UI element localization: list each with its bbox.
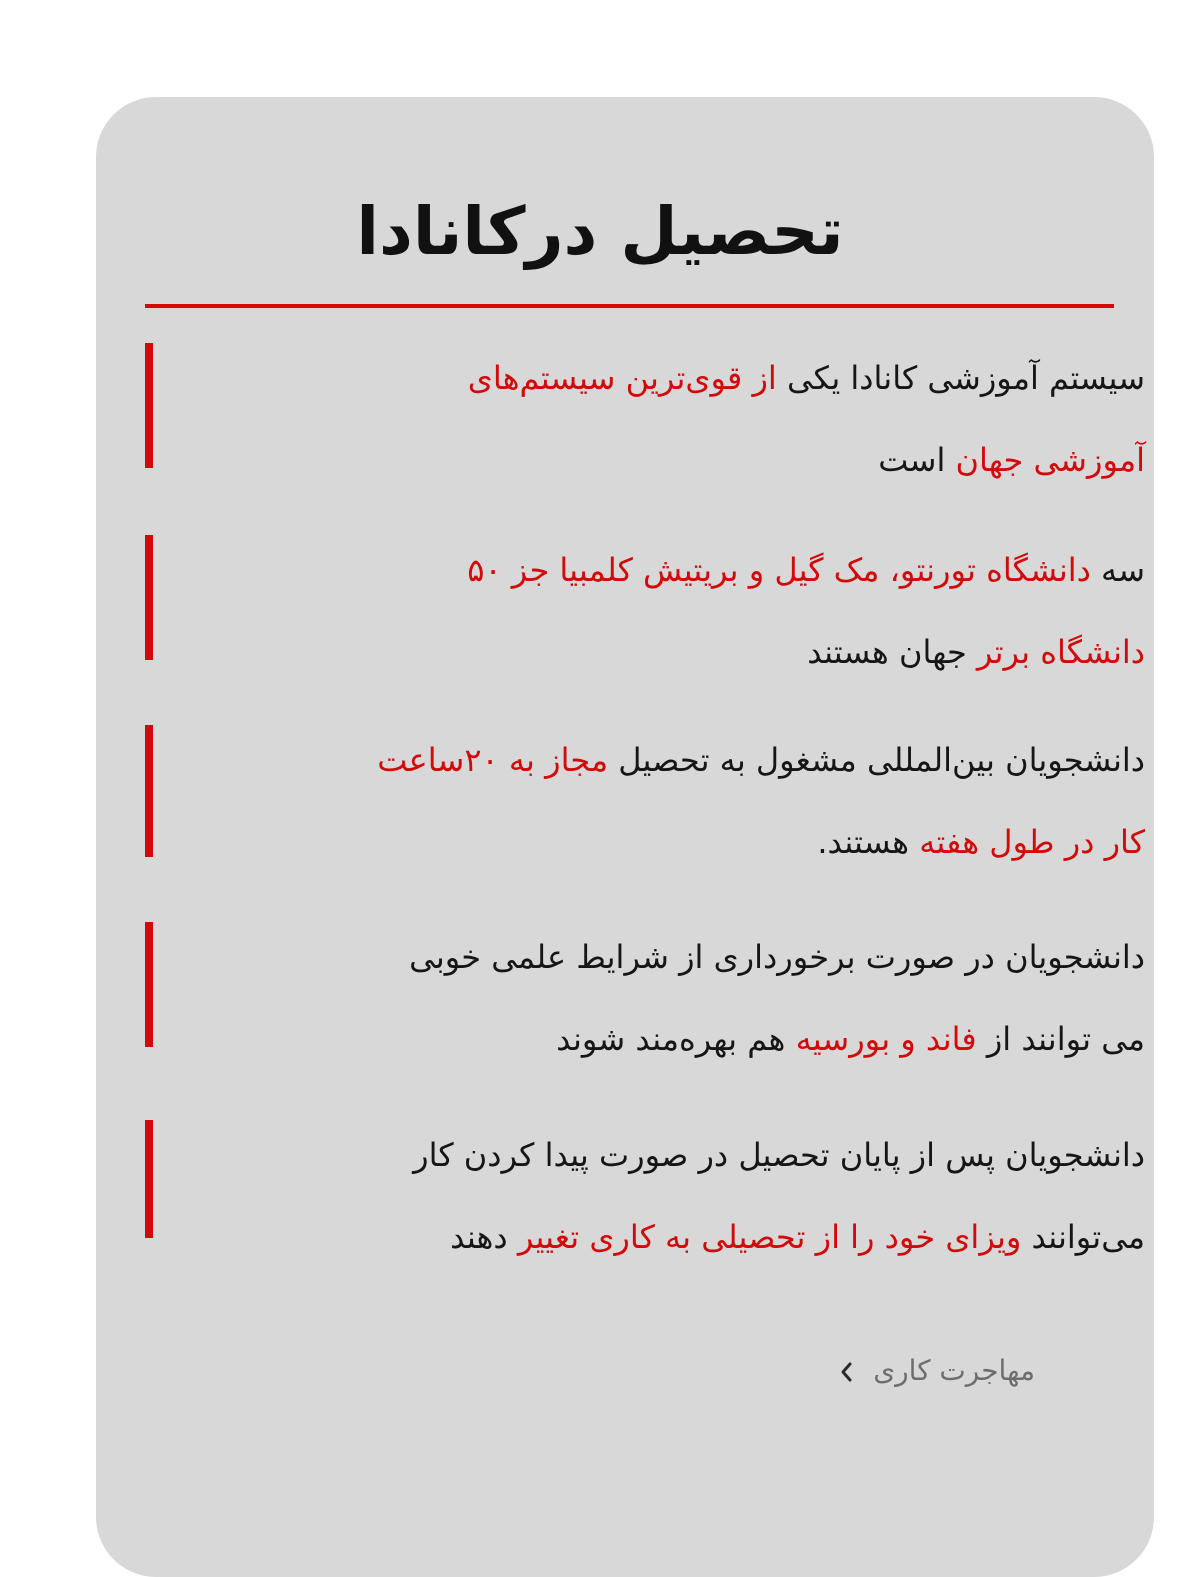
fact-item-3 — [145, 725, 1145, 861]
fact-segment: جهان هستند — [807, 633, 977, 671]
fact-line — [167, 916, 1145, 998]
fact-item-1 — [145, 343, 1145, 479]
fact-segment: می‌توانند — [1021, 1218, 1145, 1256]
fact-segment: هم بهره‌مند شوند — [556, 1020, 796, 1058]
fact-segment: سیستم آموزشی کانادا یکی — [776, 359, 1145, 397]
fact-highlight: فاند و بورسیه — [795, 1020, 977, 1058]
fact-item-5 — [145, 1120, 1145, 1256]
fact-highlight: مجاز به ۲۰ساعت — [377, 741, 609, 779]
accent-bar — [145, 922, 153, 1047]
fact-item-4 — [145, 922, 1145, 1058]
fact-text — [167, 1114, 1145, 1278]
fact-text — [167, 529, 1145, 693]
fact-segment: سه — [1090, 551, 1145, 589]
chevron-left-icon — [835, 1358, 859, 1382]
fact-line — [167, 719, 1145, 801]
fact-segment: هستند. — [817, 823, 920, 861]
fact-segment: می توانند از — [976, 1020, 1145, 1058]
fact-line — [167, 801, 1145, 883]
fact-line — [167, 419, 1145, 501]
accent-bar — [145, 535, 153, 660]
footer-label: مهاجرت کاری — [873, 1353, 1035, 1387]
accent-bar — [145, 343, 153, 468]
fact-segment: است — [878, 441, 956, 479]
fact-segment: دهند — [450, 1218, 518, 1256]
fact-item-2 — [145, 535, 1145, 671]
accent-bar — [145, 725, 153, 857]
fact-line — [167, 1114, 1145, 1196]
fact-highlight: آموزشی جهان — [955, 441, 1145, 479]
page-title: تحصیل درکانادا — [356, 193, 844, 270]
footer-link-work-migration[interactable] — [835, 1348, 1035, 1392]
fact-highlight: دانشگاه برتر — [976, 633, 1145, 671]
accent-bar — [145, 1120, 153, 1238]
fact-line — [167, 529, 1145, 611]
fact-highlight: دانشگاه تورنتو، مک گیل و بریتیش کلمبیا جز ۵۰ — [467, 551, 1091, 589]
fact-text — [167, 719, 1145, 883]
fact-line — [167, 337, 1145, 419]
fact-text — [167, 337, 1145, 501]
fact-segment: دانشجویان پس از پایان تحصیل در صورت پیدا کردن کار — [413, 1136, 1145, 1174]
fact-line — [167, 611, 1145, 693]
fact-segment: دانشجویان در صورت برخورداری از شرایط علمی خوبی — [409, 938, 1145, 976]
fact-highlight: از قوی‌ترین سیستم‌های — [467, 359, 777, 397]
fact-segment: دانشجویان بین‌المللی مشغول به تحصیل — [608, 741, 1145, 779]
title-divider — [145, 304, 1114, 308]
fact-line — [167, 1196, 1145, 1278]
fact-text — [167, 916, 1145, 1080]
fact-highlight: ویزای خود را از تحصیلی به کاری تغییر — [517, 1218, 1022, 1256]
fact-line — [167, 998, 1145, 1080]
fact-highlight: کار در طول هفته — [919, 823, 1145, 861]
